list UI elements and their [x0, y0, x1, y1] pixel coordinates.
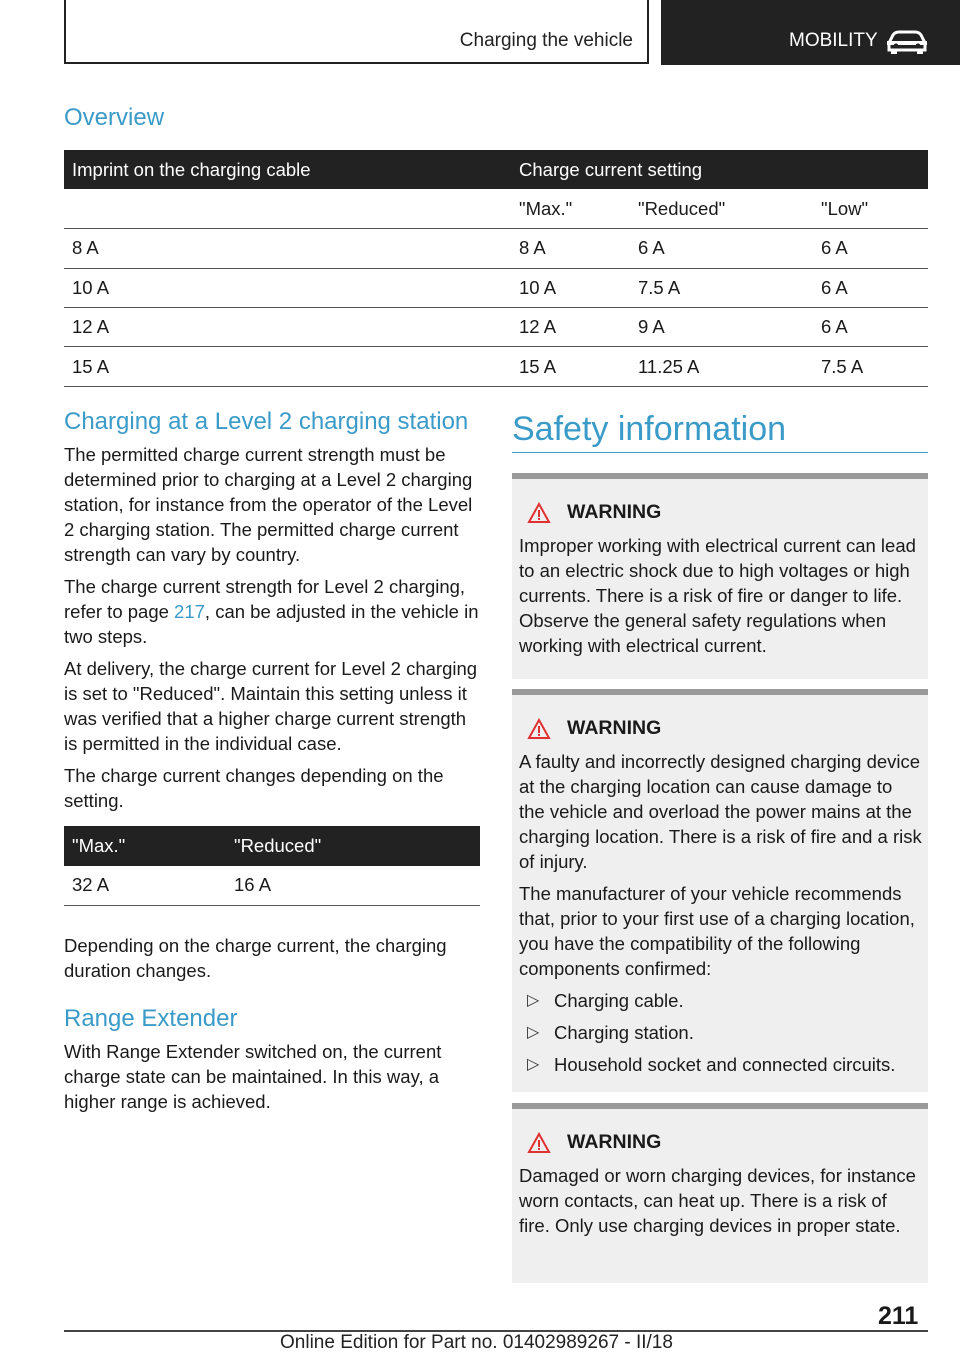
list-item-text: Household socket and connected circuits.: [554, 1054, 896, 1075]
warning-text: A faulty and incorrectly designed charging device at the charging location can cause damage to the vehicle and overload the power mains at the charging location. There is a risk of fire and a risk of injury.: [519, 751, 922, 872]
warning-box: [512, 689, 928, 1092]
table-row: [64, 268, 928, 307]
table-cell: 16 A: [226, 866, 480, 906]
table-cell: 12 A: [511, 308, 630, 347]
level2-table: [64, 826, 480, 906]
list-item: [519, 1052, 922, 1077]
header-reduced: "Reduced": [226, 826, 480, 866]
warning-triangle-icon: [527, 1132, 551, 1154]
warning-title: [519, 1131, 922, 1154]
text-span: , can be adjusted in the vehicle in two steps.: [64, 601, 479, 647]
warning-text: Damaged or worn charging devices, for instance worn contacts, can heat up. There is a risk of fire. Only use charging devices in proper state.: [519, 1165, 916, 1236]
table-cell: 8 A: [511, 229, 630, 268]
table-cell: 15 A: [511, 347, 630, 386]
table-cell: 6 A: [813, 268, 928, 307]
car-icon: [885, 28, 929, 54]
warning-title: [519, 501, 922, 524]
list-item: [519, 1020, 922, 1045]
subheader-reduced: "Reduced": [630, 189, 813, 228]
table-cell: 12 A: [64, 308, 511, 347]
col-imprint-header: Imprint on the charging cable: [64, 150, 511, 189]
level2-heading: Charging at a Level 2 charging station: [64, 408, 469, 435]
table-cell: 15 A: [64, 347, 511, 386]
subheader-low: "Low": [813, 189, 928, 228]
range-extender-heading: Range Extender: [64, 1004, 238, 1032]
level2-paragraph: [64, 574, 484, 649]
overview-table: [64, 150, 928, 387]
section-title: MOBILITY: [789, 30, 878, 51]
page-link-217[interactable]: 217: [174, 601, 205, 622]
table-cell: 6 A: [813, 229, 928, 268]
table-cell: 9 A: [630, 308, 813, 347]
component-list: [519, 988, 922, 1077]
warning-triangle-icon: [527, 502, 551, 524]
header-chapter-box: [64, 0, 649, 64]
warning-box: [512, 473, 928, 679]
table-cell: 7.5 A: [813, 347, 928, 386]
header-section-box: [661, 0, 960, 65]
warning-label: WARNING: [567, 501, 662, 523]
level2-paragraph: At delivery, the charge current for Level 2 charging is set to "Reduced". Maintain this setting unless it was verified that a higher charge current strength is permitted in the individual case.: [64, 658, 478, 754]
footer-edition: Online Edition for Part no. 01402989267 - II/18: [280, 1332, 673, 1353]
col-setting-header: Charge current setting: [511, 150, 928, 189]
list-item-text: Charging cable.: [554, 990, 684, 1011]
level2-paragraph: The permitted charge current strength must be determined prior to charging at a Level 2 charging station, for instance from the operator of the Level 2 charging station. The permitted charge current strength can vary by country.: [64, 444, 473, 565]
list-item: [519, 988, 922, 1013]
level2-paragraph: The charge current changes depending on the setting.: [64, 765, 444, 811]
table-cell: 11.25 A: [630, 347, 813, 386]
subheader-max: "Max.": [511, 189, 630, 228]
table-cell: 10 A: [511, 268, 630, 307]
table-cell: 6 A: [630, 229, 813, 268]
warning-label: WARNING: [567, 717, 662, 739]
warning-title: [519, 717, 922, 740]
chapter-title: Charging the vehicle: [459, 30, 633, 51]
table-row: [64, 866, 480, 906]
table-row: [64, 347, 928, 386]
table-cell: 32 A: [64, 866, 226, 906]
warning-text: Improper working with electrical current can lead to an electric shock due to high voltages or high currents. There is a risk of fire or danger to life. Observe the general safety regulations when working with electrical current.: [519, 535, 916, 656]
bullet-triangle-icon: ▷: [527, 992, 540, 1009]
header-max: "Max.": [64, 826, 226, 866]
warning-label: WARNING: [567, 1131, 662, 1153]
table-cell: 8 A: [64, 229, 511, 268]
heading-rule: [512, 452, 928, 453]
table-cell: 7.5 A: [630, 268, 813, 307]
table-subheader-row: [64, 189, 928, 228]
bullet-triangle-icon: ▷: [527, 1024, 540, 1041]
table-cell: 10 A: [64, 268, 511, 307]
page-number: 211: [878, 1302, 919, 1330]
warning-triangle-icon: [527, 718, 551, 740]
warning-box: [512, 1103, 928, 1283]
range-extender-paragraph: With Range Extender switched on, the current charge state can be maintained. In this way, a higher range is achieved.: [64, 1040, 442, 1112]
level2-paragraph: Depending on the charge current, the charging duration changes.: [64, 934, 447, 981]
overview-heading: Overview: [64, 104, 165, 131]
table-cell: 6 A: [813, 308, 928, 347]
bullet-triangle-icon: ▷: [527, 1056, 540, 1073]
table-row: [64, 229, 928, 268]
left-column: [64, 408, 484, 1121]
list-item-text: Charging station.: [554, 1022, 694, 1043]
warning-text: The manufacturer of your vehicle recommends that, prior to your first use of a charging location, you have the compatibility of the following components confirmed:: [519, 883, 915, 979]
safety-heading: Safety information: [512, 410, 787, 448]
text-span: The charge current strength for Level 2 charging, refer to page: [64, 576, 466, 622]
table-row: [64, 308, 928, 347]
